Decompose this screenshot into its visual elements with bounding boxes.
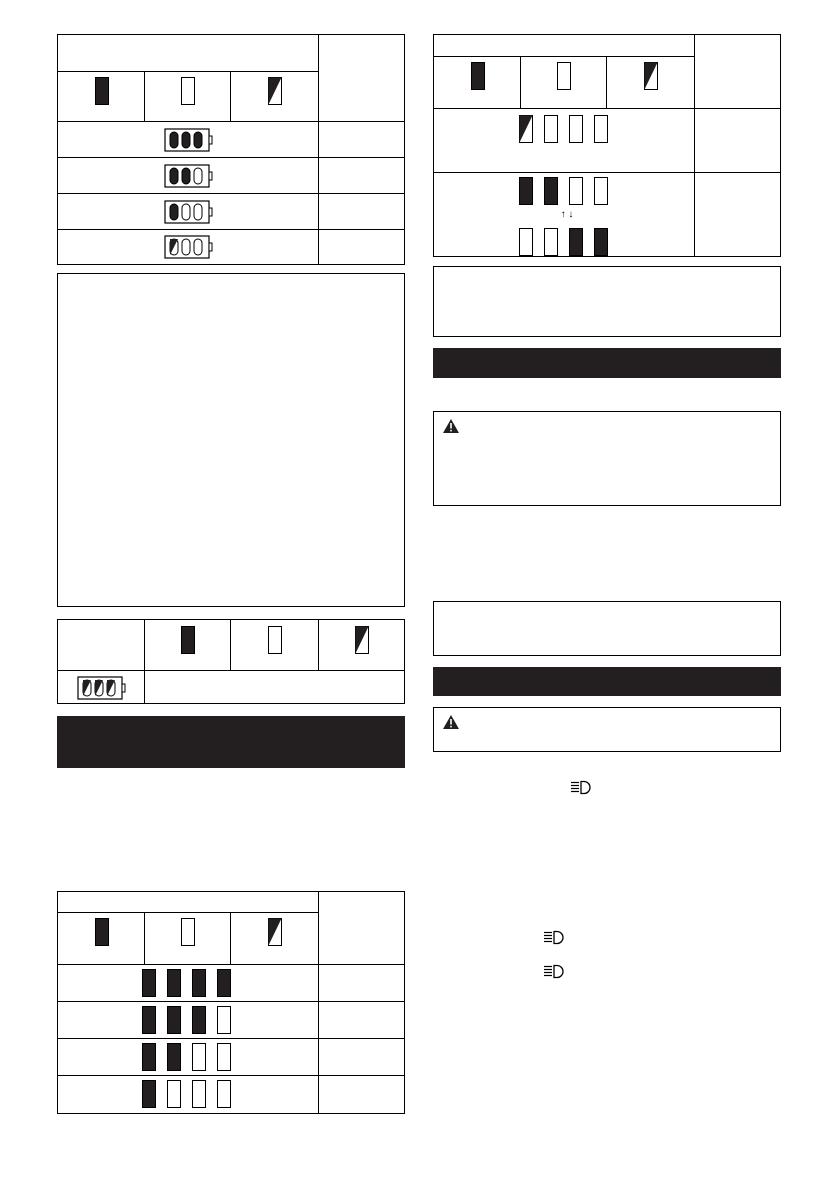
capacity-status-table [433, 34, 781, 257]
section-heading-bar [57, 716, 405, 768]
battery-1-bar-icon [164, 200, 214, 224]
capacity-indicator-table [57, 891, 405, 1114]
headlamp-icon [543, 964, 565, 979]
lamp-blinking-icon [268, 918, 282, 946]
status-row-alternating-lamps-top [519, 177, 613, 205]
lamp-on-icon [95, 918, 109, 946]
lamp-off-icon [557, 62, 571, 90]
lamp-blinking-icon [355, 626, 369, 654]
battery-indicator-table [57, 34, 405, 265]
lamp-blinking-icon [268, 77, 282, 105]
lamp-on-icon [471, 62, 485, 90]
caution-box [433, 411, 781, 506]
headlamp-icon [570, 780, 592, 795]
warning-triangle-icon [442, 418, 460, 434]
section-heading-bar [433, 348, 781, 378]
battery-2-bars-icon [164, 164, 214, 188]
caution-box [433, 707, 781, 752]
notice-box [57, 273, 405, 607]
note-box [433, 601, 781, 656]
lamp-off-icon [181, 77, 195, 105]
battery-blinking-table [57, 619, 405, 704]
headlamp-icon [543, 930, 565, 945]
lamp-on-icon [95, 77, 109, 105]
lamp-blinking-icon [644, 62, 658, 90]
status-row-blinking-lamps [519, 115, 613, 143]
battery-3-bars-icon [164, 128, 214, 152]
warning-triangle-icon [442, 714, 460, 730]
lamp-off-icon [181, 918, 195, 946]
lamp-off-icon [268, 626, 282, 654]
alternating-arrows: ↑ ↓ [560, 209, 574, 220]
status-row-alternating-lamps-bottom [519, 228, 613, 256]
capacity-row-2-lamps [142, 1043, 236, 1071]
section-heading-bar [433, 667, 781, 696]
battery-blinking-icon [164, 235, 214, 259]
battery-all-blinking-icon [77, 676, 127, 700]
lamp-on-icon [181, 626, 195, 654]
capacity-row-3-lamps [142, 1006, 236, 1034]
capacity-row-1-lamp [142, 1080, 236, 1108]
note-box [433, 266, 781, 337]
capacity-row-4-lamps [142, 969, 236, 997]
